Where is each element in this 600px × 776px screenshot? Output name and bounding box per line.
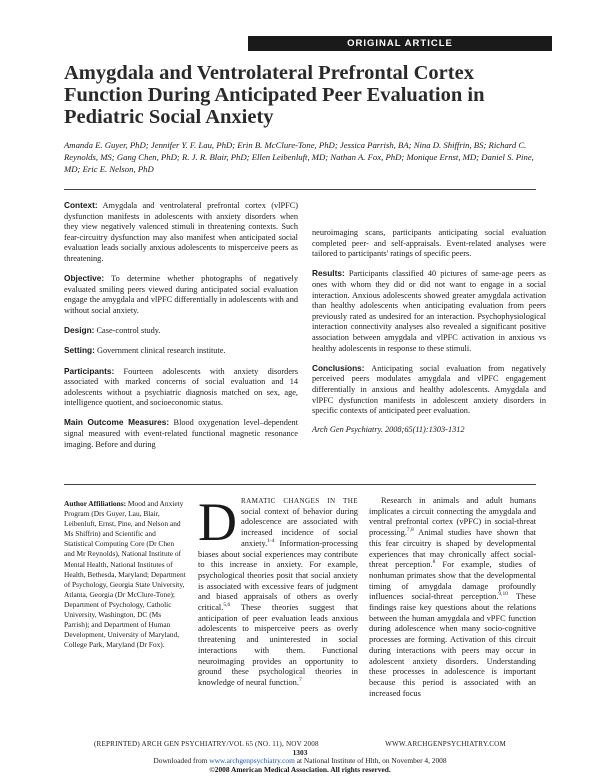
p2c-text: For example, studies of nonhuman primates show that the developmental timing of amygdala damage profoundly influences social-threat perception. xyxy=(369,560,536,602)
abstract-design xyxy=(64,325,298,337)
objective-label: Objective: xyxy=(64,273,105,284)
conclusions-label: Conclusions: xyxy=(312,362,365,373)
abstract-objective xyxy=(64,273,298,316)
author-list: Amanda E. Guyer, PhD; Jennifer Y. F. Lau, PhD; Erin B. McClure-Tone, PhD; Jessica Parrish, BA; Nina D. Shiffrin, BS; Richard C. Reynolds, MS; Gang Chen, PhD; R. J. R. Blair, PhD; Ellen Leibenluft, MD; Nathan A. Fox, PhD; Monique Ernst, MD; Daniel S. Pine, MD; Eric E. Nelson, PhD xyxy=(64,140,534,174)
ref-2: 5,6 xyxy=(223,602,231,609)
outcome-text: Blood oxygenation level–dependent signal measured with event-related functional magnetic resonance imaging. Before and during xyxy=(64,418,299,449)
abstract-right-column xyxy=(312,228,546,444)
ref-3: 7 xyxy=(298,677,302,684)
download-notice xyxy=(64,756,536,765)
p1c-text: These theories suggest that anticipation of peer evaluation leads anxious adolescents to misperceive peers as overly threatening and uninterested in social interactions with them. Functional neuroimaging provides an opportunity to ground these psychological theories in knowledge of neural function. xyxy=(198,603,358,687)
design-label: Design: xyxy=(64,325,95,336)
setting-label: Setting: xyxy=(64,345,95,356)
ref-5: 8 xyxy=(432,559,436,566)
citation: Arch Gen Psychiatry. 2008;65(11):1303-1312 xyxy=(312,425,465,435)
top-divider xyxy=(64,189,536,190)
abstract-context xyxy=(64,200,298,265)
body-column-1 xyxy=(198,492,358,689)
abstract-setting xyxy=(64,345,298,357)
p2b-text: Animal studies have shown that this fear circuitry is shaped by developmental experiences that may chronically affect social-threat perception. xyxy=(369,528,536,570)
ref-1: 1-4 xyxy=(267,538,275,545)
article-title: Amygdala and Ventrolateral Prefrontal Cortex Function During Anticipated Peer Evaluation in Pediatric Social Anxiety xyxy=(64,62,485,128)
body-column-2 xyxy=(369,496,536,699)
results-label: Results: xyxy=(312,268,345,279)
context-label: Context: xyxy=(64,200,98,210)
objective-text: To determine whether photographs of negatively evaluated smiling peers viewed during anticipated social evaluation engage the amygdala and vlPFC differentially in adolescents with and without social anxiety. xyxy=(64,274,298,315)
abstract-results xyxy=(312,268,546,354)
journal-website[interactable]: WWW.ARCHGENPSYCHIATRY.COM xyxy=(385,740,506,748)
ref-6: 9,10 xyxy=(498,591,509,598)
intro-paragraph-2 xyxy=(369,496,536,699)
outcome-label: Main Outcome Measures: xyxy=(64,417,170,428)
context-text: Amygdala and ventrolateral prefrontal cortex (vlPFC) dysfunction manifests in adolescents with anxiety disorders when they view negatively valenced stimuli in threatening contexts. Such fear-circuitry dysfunction may also manifest when anticipated social evaluation leads socially anxious adolescents to misperceive peers as threatening. xyxy=(64,201,298,263)
copyright-notice: ©2008 American Medical Association. All rights reserved. xyxy=(209,765,391,774)
conclusions-text: Anticipating social evaluation from negatively perceived peers modulates amygdala and vlPFC engagement differentially in anxious and healthy adolescents. Amygdala and vlPFC dysfunction manifests in adolescent anxiety disorders in specific contexts of anticipated peer evaluation. xyxy=(312,363,546,416)
p1b-text: Information-processing biases about social experiences may contribute to this increase in anxiety. For example, psychological theories posit that social anxiety is associated with excessive fears of judgment and biased appraisals of others as overly critical. xyxy=(198,538,358,613)
lead-small-caps: RAMATIC CHANGES IN THE xyxy=(241,497,358,505)
results-text: Participants classified 40 pictures of same-age peers as ones with whom they did or did not want to engage in a social interaction. Anxious adolescents showed greater amygdala activation than healthy adolescents when anticipating evaluation from peers previously rated as undesired for an interaction. Psychophysiological interaction connectivity analyses also revealed a significant positive association between amygdala and vlPFC activation in anxious vs healthy adolescents in response to these stimuli. xyxy=(312,269,546,353)
abstract-outcome-continued: neuroimaging scans, participants anticipating social evaluation completed peer- and self-appraisals. Event-related analyses were tailored to participants' ratings of specific peers. xyxy=(312,228,546,259)
page-number: 1303 xyxy=(292,748,308,757)
p2d-text: These findings raise key questions about the relations between the human amygdala and vPFC function during adolescence when many socio-cognitive processes are forming. Activation of this circuit during interactions with peers may occur in adolescent anxiety disorders. Understanding these processes in adolescence is important because this period is associated with an increased focus xyxy=(369,592,536,698)
abstract-conclusions xyxy=(312,363,546,417)
intro-paragraph-1 xyxy=(198,492,358,689)
section-banner: ORIGINAL ARTICLE xyxy=(248,36,552,51)
journal-reference: (REPRINTED) ARCH GEN PSYCHIATRY/VOL 65 (NO. 11), NOV 2008 xyxy=(94,740,319,748)
design-text: Case-control study. xyxy=(94,326,161,336)
ref-4: 7,8 xyxy=(406,527,414,534)
abstract-left-column xyxy=(64,200,298,459)
affiliations-label: Author Affiliations: xyxy=(64,499,127,508)
drop-cap: D xyxy=(198,492,237,552)
download-prefix: Downloaded from xyxy=(153,756,210,765)
p1-text: social context of behavior during adolescence are associated with increased incidence of social anxiety. xyxy=(241,506,358,548)
participants-label: Participants: xyxy=(64,365,115,376)
participants-text: Fourteen adolescents with anxiety disorders associated with marked concerns of social evaluation and 14 adolescents without a psychiatric diagnosis matched on sex, age, intelligence quotient, and socioeconomic status. xyxy=(64,366,298,408)
author-affiliations xyxy=(64,499,186,650)
p2-text: Research in animals and adult humans implicates a circuit connecting the amygdala and ventral prefrontal cortex (vPFC) in social-threat processing. xyxy=(369,496,536,538)
affiliations-text: Mood and Anxiety Program (Drs Guyer, Lau, Blair, Leibenluft, Ernst, Pine, and Nelson and Ms Shiffrin) and Scientific and Statistical Computing Core (Dr Chen and Mr Reynolds), National Institute of Mental Health, National Institutes of Health, Bethesda, Maryland; Department of Psychology, Georgia State University, Atlanta, Georgia (Dr McClure-Tone); Department of Psychology, Catholic University, Washington, DC (Ms Parrish); and Department of Human Development, University of Maryland, College Park, Maryland (Dr Fox). xyxy=(64,499,186,650)
abstract-bottom-divider xyxy=(64,484,536,485)
abstract-participants xyxy=(64,366,298,409)
download-suffix: at National Institute of Hlth, on November 4, 2008 xyxy=(294,756,447,765)
abstract-outcome xyxy=(64,417,298,450)
download-link[interactable]: www.archgenpsychiatry.com xyxy=(209,756,295,765)
setting-text: Government clinical research institute. xyxy=(94,346,226,356)
